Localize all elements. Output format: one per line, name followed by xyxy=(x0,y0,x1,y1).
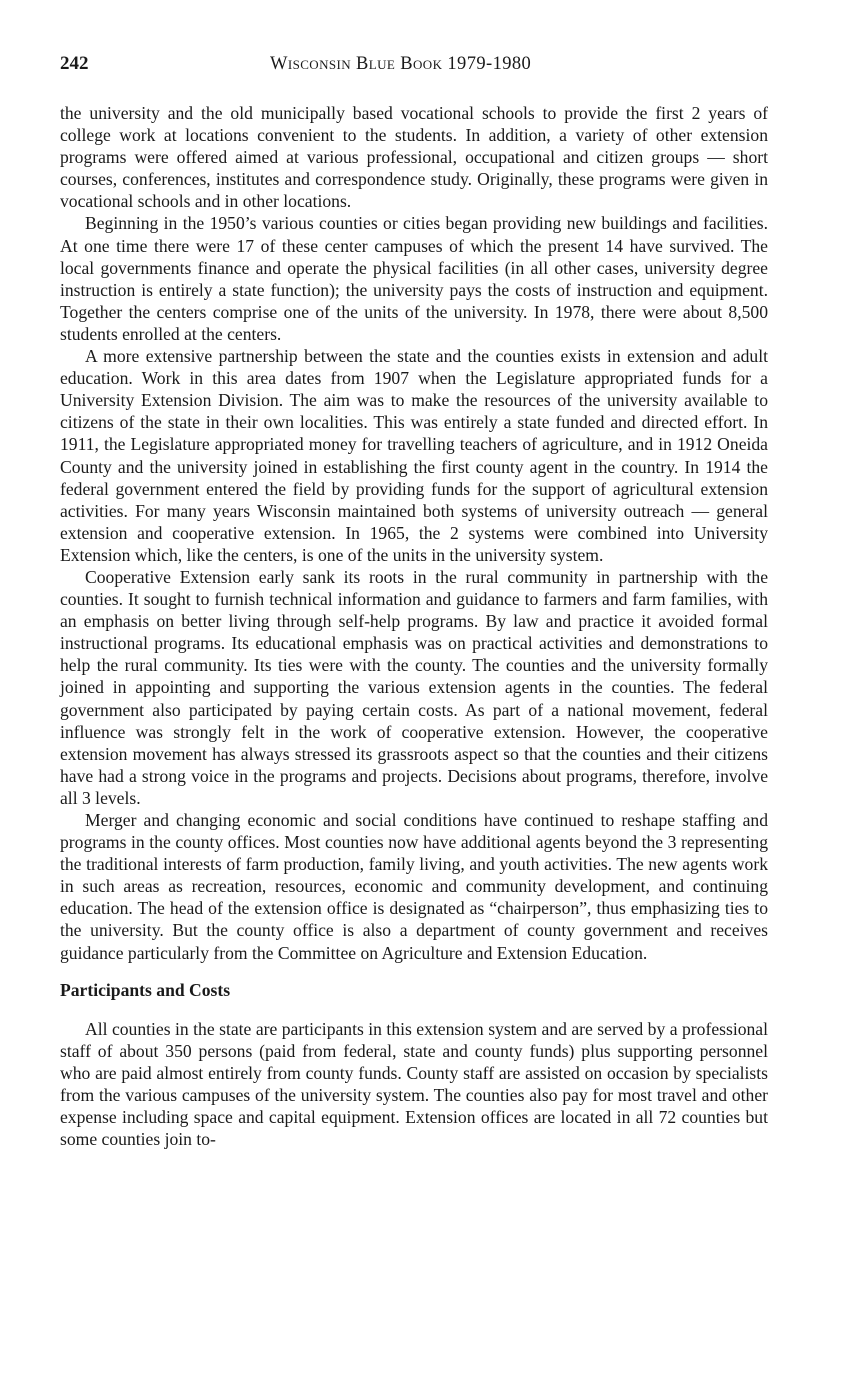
paragraph-3: A more extensive partnership between the state and the counties exists in extension and adult education. Work in this area dates from 1907 when the Legislature appropriated funds for a University Extension Division. The aim was to make the resources of the university available to citizens of the state in their own localities. This was entirely a state funded and directed effort. In 1911, the Legislature appropriated money for travelling teachers of agriculture, and in 1912 Oneida County and the university joined in establishing the first county agent in the country. In 1914 the federal government entered the field by providing funds for the support of agricultural extension activities. For many years Wisconsin maintained both systems of university outreach — general extension and cooperative extension. In 1965, the 2 systems were combined into University Extension which, like the centers, is one of the units in the university system. xyxy=(60,346,768,565)
paragraph-4: Cooperative Extension early sank its roots in the rural community in partnership with the counties. It sought to furnish technical information and guidance to farmers and farm families, with an emphasis on better living through self-help programs. By law and practice it avoided formal instructional programs. Its educational emphasis was on practical activities and demonstrations to help the rural community. Its ties were with the county. The counties and the university formally joined in appointing and supporting the various extension agents in the counties. The federal government also participated by paying certain costs. As part of a national movement, federal influence was strongly felt in the work of cooperative extension. However, the cooperative extension movement has always stressed its grassroots aspect so that the counties and their citizens have had a strong voice in the programs and projects. Decisions about programs, therefore, involve all 3 levels. xyxy=(60,566,768,808)
section-paragraph: All counties in the state are participants in this extension system and are served by a professional staff of about 350 persons (paid from federal, state and county funds) plus supporting personnel who are paid almost entirely from county funds. County staff are assisted on occasion by specialists from the various campuses of the university system. The counties also pay for most travel and other expense including space and capital equipment. Extension offices are located in all 72 counties but some counties join to- xyxy=(60,1018,768,1150)
running-title: Wisconsin Blue Book 1979-1980 xyxy=(270,54,532,74)
page-number: 242 xyxy=(60,53,89,74)
section-heading: Participants and Costs xyxy=(60,979,231,1000)
body-text xyxy=(60,102,768,1150)
running-header xyxy=(60,52,768,78)
paragraph-2: Beginning in the 1950’s various counties or cities began providing new buildings and facilities. At one time there were 17 of these center campuses of which the present 14 have survived. The local governments finance and operate the physical facilities (in all other cases, university degree instruction is entirely a state function); the university pays the costs of instruction and equipment. Together the centers comprise one of the units of the university. In 1978, there were about 8,500 students enrolled at the centers. xyxy=(60,213,768,344)
paragraph-5: Merger and changing economic and social conditions have continued to reshape staffing and programs in the county offices. Most counties now have additional agents beyond the 3 representing the traditional interests of farm production, family living, and youth activities. The new agents work in such areas as recreation, resources, economic and community development, and continuing education. The head of the extension office is designated as “chairperson”, thus emphasizing ties to the university. But the county office is also a department of county government and receives guidance particularly from the Committee on Agriculture and Extension Education. xyxy=(60,810,768,963)
paragraph-1: the university and the old municipally based vocational schools to provide the first 2 years of college work at locations convenient to the students. In addition, a variety of other extension programs were offered aimed at various professional, occupational and citizen groups — short courses, conferences, institutes and correspondence study. Originally, these programs were given in vocational schools and in other locations. xyxy=(60,103,768,212)
